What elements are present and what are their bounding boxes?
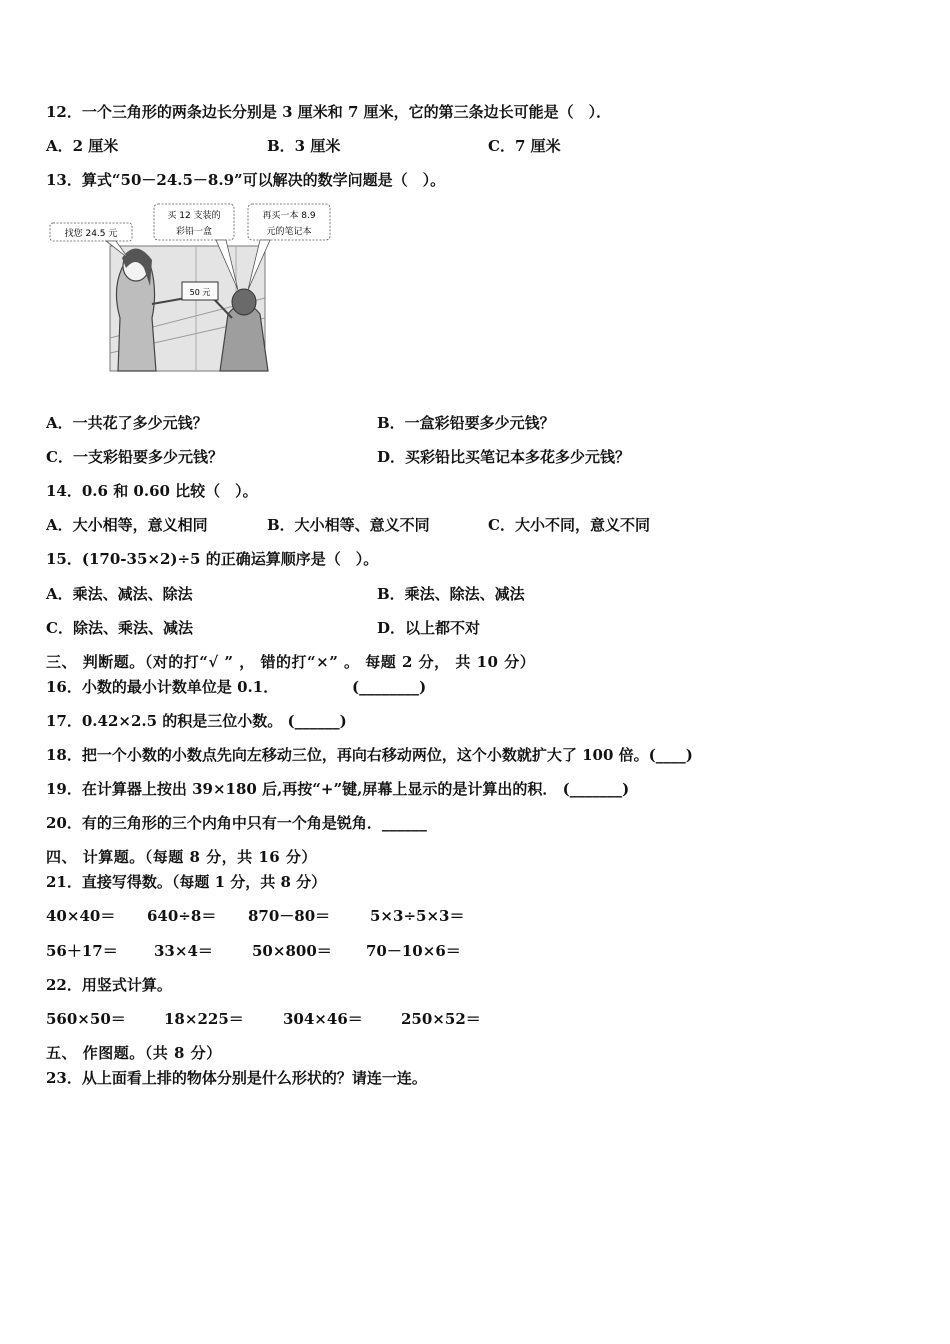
q14-option-a: A．大小相等，意义相同 xyxy=(46,516,208,534)
question-14: 14．0.6 和 0.60 比较（ ）。 xyxy=(46,482,258,500)
q21-item: 50×800＝ xyxy=(252,942,332,960)
q21-item: 5×3÷5×3＝ xyxy=(370,907,465,925)
q21-item: 70－10×6＝ xyxy=(366,942,461,960)
q12-option-a: A．2 厘米 xyxy=(46,137,119,155)
girl-head xyxy=(232,289,256,315)
section-4-heading: 四、 计算题。（每题 8 分，共 16 分） xyxy=(46,848,317,866)
q14-option-c: C．大小不同，意义不同 xyxy=(488,516,650,534)
q22-item: 560×50＝ xyxy=(46,1010,126,1028)
shop-illustration xyxy=(46,198,346,378)
question-20: 20．有的三角形的三个内角中只有一个角是锐角．______ xyxy=(46,814,427,832)
question-22: 22．用竖式计算。 xyxy=(46,976,172,994)
question-19: 19．在计算器上按出 39×180 后,再按“+”键,屏幕上显示的是计算出的积． (_______) xyxy=(46,780,630,798)
q15-option-b: B．乘法、除法、减法 xyxy=(377,585,525,603)
q13-option-b: B．一盒彩铅要多少元钱？ xyxy=(377,414,555,432)
q15-option-a: A．乘法、减法、除法 xyxy=(46,585,193,603)
question-16: 16．小数的最小计数单位是 0.1． xyxy=(46,678,279,696)
q13-option-d: D．买彩铅比买笔记本多花多少元钱？ xyxy=(377,448,631,466)
q13-option-c: C．一支彩铅要多少元钱？ xyxy=(46,448,223,466)
q21-item: 870－80＝ xyxy=(248,907,331,925)
q21-item: 33×4＝ xyxy=(154,942,213,960)
question-21: 21．直接写得数。（每题 1 分，共 8 分） xyxy=(46,873,327,891)
q22-item: 18×225＝ xyxy=(164,1010,244,1028)
section-5-heading: 五、 作图题。（共 8 分） xyxy=(46,1044,222,1062)
q12-option-c: C．7 厘米 xyxy=(488,137,561,155)
q22-item: 304×46＝ xyxy=(283,1010,363,1028)
question-12: 12．一个三角形的两条边长分别是 3 厘米和 7 厘米，它的第三条边长可能是（ ）． xyxy=(46,103,612,121)
bubble-pencils-line2: 彩铅一盒 xyxy=(175,227,213,237)
q14-option-b: B．大小相等、意义不同 xyxy=(267,516,430,534)
question-13: 13．算式“50－24.5－8.9”可以解决的数学问题是（ ）。 xyxy=(46,171,446,189)
q12-option-b: B．3 厘米 xyxy=(267,137,341,155)
q13-option-a: A．一共花了多少元钱？ xyxy=(46,414,208,432)
q21-item: 640÷8＝ xyxy=(147,907,217,925)
question-17: 17．0.42×2.5 的积是三位小数。 (______) xyxy=(46,712,347,730)
q21-item: 40×40＝ xyxy=(46,907,116,925)
q16-answer-blank: (________) xyxy=(352,678,427,696)
question-23: 23．从上面看上排的物体分别是什么形状的？请连一连。 xyxy=(46,1069,427,1087)
q15-option-d: D．以上都不对 xyxy=(377,619,481,637)
question-18: 18．把一个小数的小数点先向左移动三位，再向右移动两位，这个小数就扩大了 100 倍。(____) xyxy=(46,746,693,764)
q21-item: 56＋17＝ xyxy=(46,942,118,960)
q15-option-c: C．除法、乘法、减法 xyxy=(46,619,193,637)
q22-item: 250×52＝ xyxy=(401,1010,481,1028)
bubble-pencils-line1: 买 12 支装的 xyxy=(167,211,221,221)
bubble-notebook-line2: 元的笔记本 xyxy=(266,227,312,237)
question-15: 15．(170-35×2)÷5 的正确运算顺序是（ ）。 xyxy=(46,550,379,568)
bubble-change-text: 找您 24.5 元 xyxy=(64,229,118,239)
banknote-label: 50 元 xyxy=(189,288,211,297)
bubble-notebook-line1: 再买一本 8.9 xyxy=(262,211,316,221)
section-3-heading: 三、 判断题。（对的打“√ ” ， 错的打“×” 。 每题 2 分， 共 10 分） xyxy=(46,653,536,671)
